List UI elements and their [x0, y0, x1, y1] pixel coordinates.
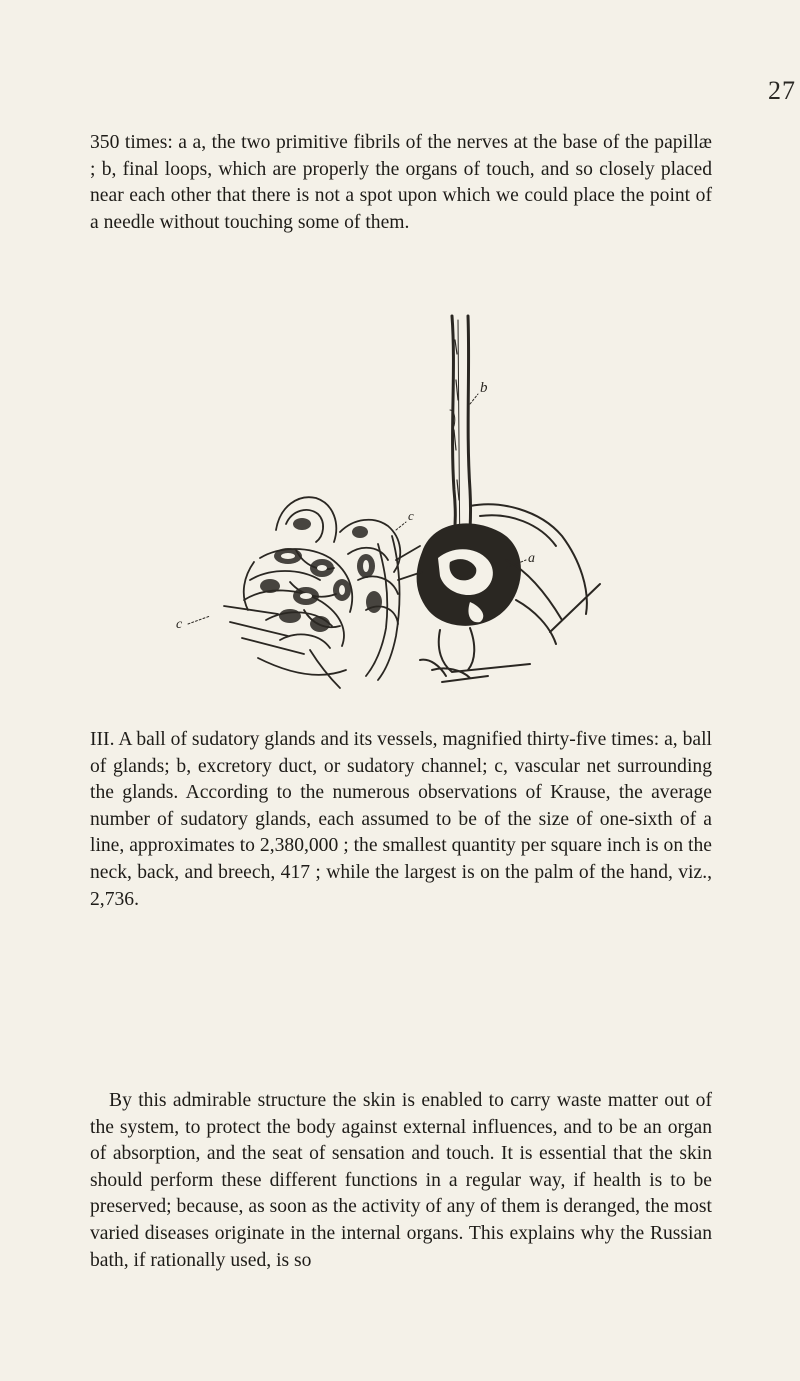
gland-ball — [417, 523, 521, 625]
figure-label-c-left: c — [176, 617, 183, 632]
vascular-net — [224, 497, 422, 688]
sudatory-gland-illustration — [170, 310, 630, 720]
paragraph-nerve-fibrils: 350 times: a a, the two primitive fibrils of the nerves at the base of the papillæ ; b, final loops, which are properly the organs of touch, and so closely placed near each other that there is not a spot upon which we could place the point of a needle without touching some of them. — [90, 132, 712, 233]
page-number: 27 — [768, 76, 796, 105]
figure-label-b: b — [480, 380, 488, 396]
figure-caption-paragraph: III. A ball of sudatory glands and its vessels, magnified thirty-five times: a, ball of glands; b, excretory duct, or sudatory channel; c, vascular net surrounding the glands. According to the numerous observations of Krause, the average number of sudatory glands, each assumed to be of the size of one-sixth of a line, approximates to 2,380,000 ; the smallest quantity per square inch is on the neck, back, and breech, 417 ; while the largest is on the palm of the hand, viz., 2,736. — [90, 729, 712, 910]
paragraph-skin-functions: By this admirable structure the skin is enabled to carry waste matter out of the system, to protect the body against external influences, and to be an organ of absorption, and the seat of sensation and touch. It is essential that the skin should perform these different functions in a regular way, if health is to be preserved; because, as soon as the activity of any of them is deranged, the most varied diseases originate in the internal organs. This explains why the Russian bath, if rationally used, is so — [90, 1090, 712, 1271]
figure-label-a: a — [528, 551, 535, 566]
figure-label-c-top: c — [408, 508, 414, 523]
